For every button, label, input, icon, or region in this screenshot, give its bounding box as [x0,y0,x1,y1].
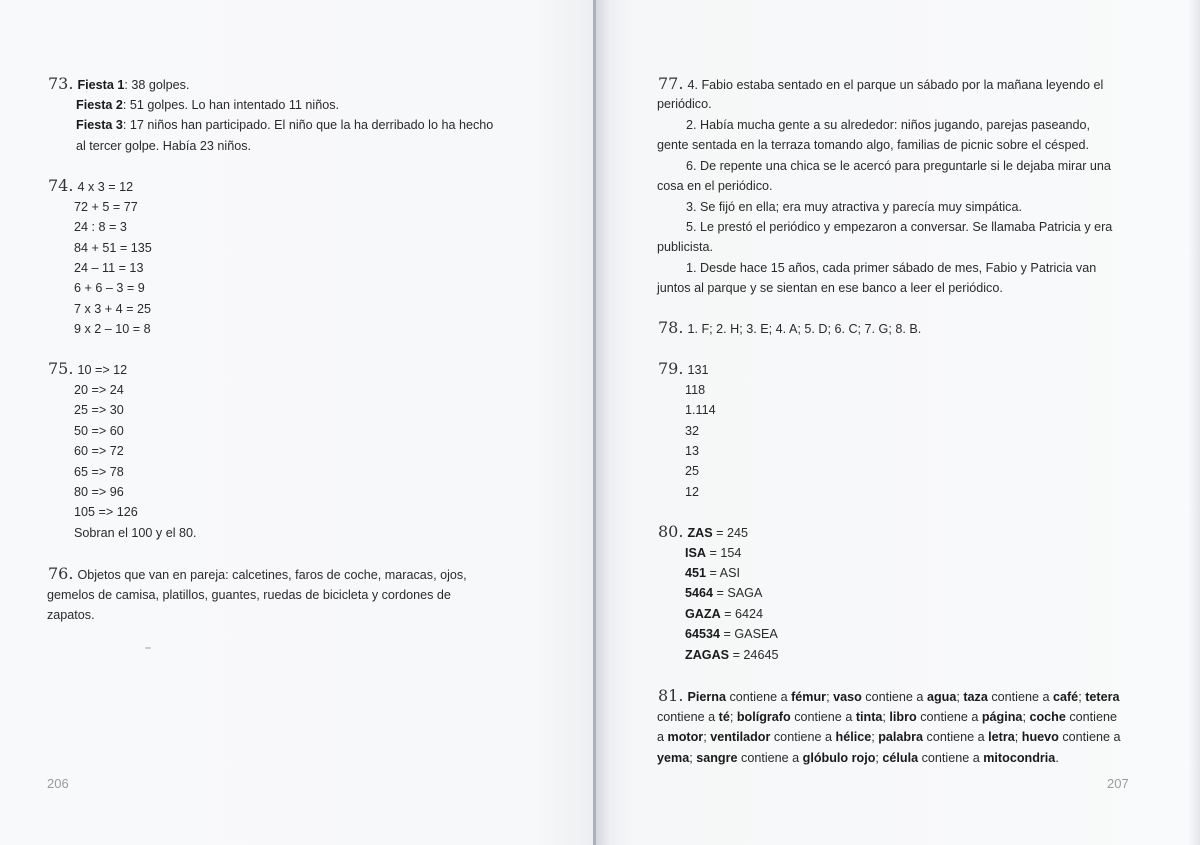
paper-speck [145,647,151,649]
equation: 84 + 51 = 135 [74,241,152,255]
bold-term: página [981,710,1023,724]
text-segment: ; [1014,730,1022,744]
text-segment: contiene a [923,730,989,744]
note: Sobran el 100 y el 80. [74,526,197,540]
page-edge-shadow [1188,0,1200,845]
spine-shadow [596,0,610,845]
answer-81-line-4 [657,748,1059,768]
answer-text: periódico. [657,97,712,111]
answer-76-line-3: zapatos. [47,608,95,622]
bold-term: té [718,710,730,724]
answer-79-line [658,359,708,380]
number-value: 118 [685,383,706,397]
bold-term: coche [1029,710,1066,724]
bold-term: ventilador [710,730,771,744]
text-segment: ; [882,710,890,724]
bold-term: bolígrafo [736,710,791,724]
mapping: 60 => 72 [74,444,124,458]
answer-73-line-1 [48,74,189,95]
mapping: 105 => 126 [74,505,138,519]
text-segment: ; [871,730,879,744]
code-value: = ASI [706,566,740,580]
answer-76-line-2: gemelos de camisa, platillos, guantes, ruedas de bicicleta y cordones de [47,588,451,602]
bold-term: glóbulo rojo [802,751,876,765]
answer-text: 1. F; 2. H; 3. E; 4. A; 5. D; 6. C; 7. G; 8. B. [687,322,922,336]
answer-80-line [658,522,748,543]
answer-text: 5. Le prestó el periódico y empezaron a conversar. Se llamaba Patricia y era [686,220,1113,234]
code-row [685,563,740,583]
answer-73-line-4: al tercer golpe. Había 23 niños. [76,139,252,153]
mapping: 65 => 78 [74,465,124,479]
text-segment: ; [956,690,964,704]
text-segment: . [1055,751,1059,765]
answer-text: publicista. [657,240,714,254]
bold-term: tinta [855,710,883,724]
answer-text: : 38 golpes. [124,78,190,92]
answer-text: 4. Fabio estaba sentado en el parque un sábado por la mañana leyendo el [687,78,1104,92]
bold-term: mitocondria [983,751,1056,765]
page-number-right: 207 [1107,776,1129,791]
code-row [685,543,741,563]
bold-term: libro [889,710,917,724]
mapping: 20 => 24 [74,383,124,397]
answer-text: cosa en el periódico. [657,179,773,193]
answer-text: : 17 niños han participado. El niño que la ha derribado lo ha hecho [122,118,494,132]
bold-term: sangre [696,751,738,765]
number-value: 13 [685,444,700,458]
text-segment: contiene a [918,751,984,765]
answer-text: 1. Desde hace 15 años, cada primer sábado de mes, Fabio y Patricia van [686,261,1097,275]
rich-text [687,690,1119,704]
answer-81-line-1 [658,686,1120,707]
answer-81-line-3 [657,727,1120,747]
answer-text: 2. Había mucha gente a su alrededor: niños jugando, parejas paseando, [686,118,1090,132]
bold-term: letra [988,730,1015,744]
number-value: 131 [687,363,709,377]
answer-number: 78. [658,318,684,337]
bold-term: fémur [791,690,827,704]
bold-label: Fiesta 3 [76,118,123,132]
mapping: 10 => 12 [77,363,128,377]
text-segment: contiene a [916,710,982,724]
text-segment: a [657,730,668,744]
answer-77-line [658,74,1103,95]
text-segment: contiene [1065,710,1117,724]
answer-text: 3. Se fijó en ella; era muy atractiva y parecía muy simpática. [686,200,1022,214]
answer-number: 74. [48,176,74,195]
answer-74-line [48,176,133,197]
answer-75-line [48,359,127,380]
text-segment: contiene a [770,730,836,744]
rich-text [657,710,1117,724]
rich-text [657,730,1120,744]
answer-text: 6. De repente una chica se le acercó para preguntarle si le dejaba mirar una [686,159,1111,173]
number-value: 32 [685,424,700,438]
text-segment: ; [826,690,834,704]
answer-number: 80. [658,522,684,541]
code-row [685,583,762,603]
text-segment: contiene a [1058,730,1121,744]
text-segment: ; [703,730,711,744]
equation: 72 + 5 = 77 [74,200,138,214]
code-word: ZAS [687,526,713,540]
answer-73-line-3 [76,115,493,135]
text-segment: ; [689,751,697,765]
text-segment: contiene a [861,690,927,704]
code-word: ZAGAS [685,648,730,662]
equation: 9 x 2 – 10 = 8 [74,322,151,336]
equation: 6 + 6 – 3 = 9 [74,281,145,295]
answer-text: gente sentada en la terraza tomando algo, familias de picnic sobre el césped. [657,138,1089,152]
text-segment: ; [729,710,737,724]
text-segment: contiene a [737,751,803,765]
bold-term: Pierna [687,690,726,704]
code-value: = GASEA [720,627,778,641]
answer-number: 79. [658,359,684,378]
answer-text: : 51 golpes. Lo han intentado 11 niños. [122,98,340,112]
mapping: 80 => 96 [74,485,124,499]
code-word: 64534 [685,627,721,641]
answer-text: juntos al parque y se sientan en ese banco a leer el periódico. [657,281,1003,295]
bold-term: café [1052,690,1079,704]
page-number-left: 206 [47,776,69,791]
code-word: 5464 [685,586,714,600]
code-word: ISA [685,546,706,560]
mapping: 50 => 60 [74,424,124,438]
bold-term: hélice [835,730,872,744]
code-value: = SAGA [713,586,763,600]
answer-number: 73. [48,74,74,93]
equation: 7 x 3 + 4 = 25 [74,302,152,316]
bold-term: palabra [878,730,924,744]
answer-number: 81. [658,686,684,705]
text-segment: contiene a [657,710,719,724]
code-row [685,604,763,624]
code-value: = 154 [706,546,742,560]
text-segment: contiene a [790,710,856,724]
text-segment: ; [1078,690,1086,704]
code-row [685,645,778,665]
bold-term: vaso [833,690,862,704]
text-segment: contiene a [725,690,792,704]
equation: 24 : 8 = 3 [74,220,127,234]
number-value: 12 [685,485,700,499]
bold-term: taza [963,690,988,704]
number-value: 1.114 [685,403,716,417]
answer-73-line-2 [76,95,339,115]
bold-term: tetera [1085,690,1120,704]
number-value: 25 [685,464,700,478]
code-row [685,624,778,644]
bold-label: Fiesta 2 [76,98,123,112]
bold-term: agua [926,690,957,704]
rich-text [657,751,1059,765]
answer-76-line-1 [48,564,467,585]
mapping: 25 => 30 [74,403,124,417]
answer-number: 77. [658,74,684,93]
text-segment: ; [875,751,883,765]
bold-label: Fiesta 1 [77,78,125,92]
code-value: = 6424 [720,607,764,621]
bold-term: célula [882,751,919,765]
answer-number: 75. [48,359,74,378]
answer-81-line-2 [657,707,1117,727]
equation: 24 – 11 = 13 [74,261,144,275]
answer-78-line [658,318,921,339]
code-value: = 24645 [729,648,779,662]
text-segment: ; [1022,710,1030,724]
code-word: 451 [685,566,707,580]
answer-text: Objetos que van en pareja: calcetines, faros de coche, maracas, ojos, [77,568,467,582]
text-segment: contiene a [987,690,1053,704]
code-word: GAZA [685,607,721,621]
bold-term: motor [667,730,704,744]
bold-term: huevo [1021,730,1059,744]
equation: 4 x 3 = 12 [77,180,134,194]
code-value: = 245 [712,526,749,540]
answer-number: 76. [48,564,74,583]
bold-term: yema [657,751,690,765]
